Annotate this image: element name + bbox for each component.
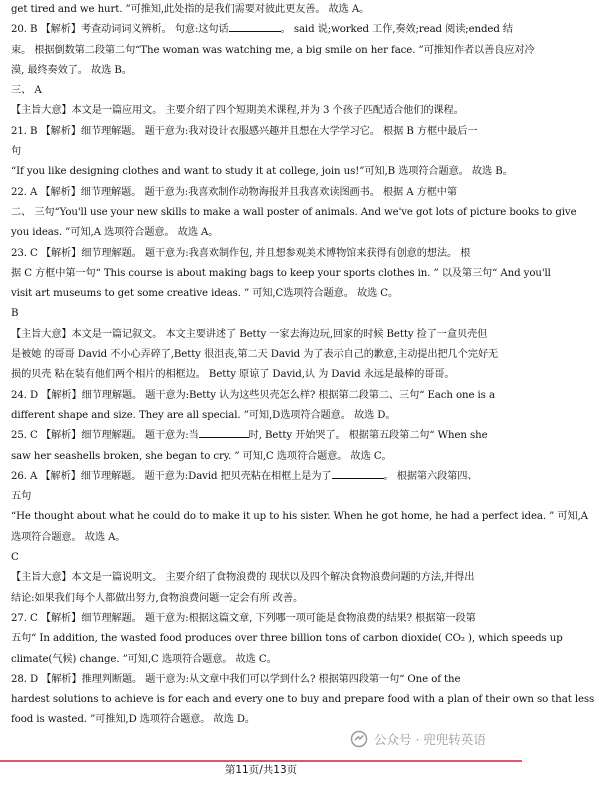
text-line <box>11 345 513 365</box>
line-text: visit art museums to get some creative ideas. ” 可知,C选项符合题意。 故选 C。 <box>11 288 399 300</box>
text-line <box>11 650 513 670</box>
section-heading <box>11 81 513 101</box>
line-text: 【主旨大意】本文是一篇应用文。 主要介绍了四个短期美术课程,并为 3 个孩子匹配适合他们的课程。 <box>11 105 464 117</box>
text-line <box>11 162 513 182</box>
line-text: 24. D 【解析】细节理解题。 题干意为:Betty 认为这些贝壳怎么样? 根据第二段第二、三句“ Each one is a <box>11 389 495 401</box>
text-line <box>11 528 513 548</box>
line-text: 22. A 【解析】细节理解题。 题干意为:我喜欢制作动物海报并且我喜欢读图画书。 根据 A 方框中第 <box>11 186 457 198</box>
text-line <box>11 223 513 243</box>
text-line <box>11 447 513 467</box>
fill-blank <box>229 20 281 32</box>
text-line <box>11 568 513 588</box>
line-text: you ideas. ”可知,A 选项符合题意。 故选 A。 <box>11 227 219 239</box>
text-line <box>11 670 513 690</box>
text-line <box>11 203 577 223</box>
text-line <box>11 487 513 507</box>
line-text: 【主旨大意】本文是一篇记叙文。 本文主要讲述了 Betty 一家去海边玩,回家的时候 Betty 捡了一盒贝壳但 <box>11 328 488 340</box>
line-text: 损的贝壳 粘在装有他们两个相片的相框边。 Betty 原谅了 David,认 为 David 永远是最棒的哥哥。 <box>11 369 455 381</box>
page-number: 第11页/共13页 <box>224 764 298 776</box>
line-text: 27. C 【解析】细节理解题。 题干意为:根据这篇文章, 下列哪一项可能是食物浪费的结果? 根据第一段第 <box>11 612 476 624</box>
text-line <box>11 244 513 264</box>
line-text: 漠, 最终奏效了。 故选 B。 <box>11 64 132 76</box>
text-line <box>11 690 594 710</box>
line-text: 结论:如果我们每个人都做出努力,食物浪费问题一定会有所 改善。 <box>11 592 304 604</box>
text-line <box>11 406 513 426</box>
line-text: 是被她 的哥哥 David 不小心弄碎了,Betty 很沮丧,第二天 David 为了表示自己的歉意,主动提出把几个完好无 <box>11 349 498 361</box>
line-text: 五句“ In addition, the wasted food produces over three billion tons of carbon dioxide( CO₂ ), which speeds up <box>11 633 563 645</box>
line-text: 束。 根据倒数第二段第二句“The woman was watching me, a big smile on her face. ”可推知作者以善良应对冷 <box>11 44 535 56</box>
line-text: 选项符合题意。 故选 A。 <box>11 531 126 543</box>
fill-blank <box>199 426 249 438</box>
text-line <box>11 609 513 629</box>
line-text: 。 said 说;worked 工作,奏效;read 阅读;ended 结 <box>280 24 514 36</box>
section-heading <box>11 304 513 324</box>
line-text: hardest solutions to achieve is for each and every one to buy and prepare food with a plan of their own so that less <box>11 694 594 706</box>
text-line <box>11 122 513 142</box>
line-text: 时, Betty 开始哭了。 根据第五段第二句“ When she <box>248 430 488 442</box>
line-text: 据 C 方框中第一句“ This course is about making bags to keep your sports clothes in. ” 以及第三句“ And you'll <box>11 267 551 279</box>
line-text: 【主旨大意】本文是一篇说明文。 主要介绍了食物浪费的 现状以及四个解决食物浪费问题的方法,并得出 <box>11 572 475 584</box>
line-text: different shape and size. They are all special. ”可知,D选项符合题意。 故选 D。 <box>11 409 396 421</box>
line-text: climate(气候) change. ”可知,C 选项符合题意。 故选 C。 <box>11 653 277 665</box>
line-text: 五句 <box>11 491 32 503</box>
text-line <box>11 41 535 61</box>
line-text: 20. B 【解析】考查动词词义辨析。 句意:这句话 <box>11 24 229 36</box>
text-line <box>11 61 513 81</box>
line-text: C <box>11 552 19 564</box>
line-text: 23. C 【解析】细节理解题。 题干意为:我喜欢制作包, 并且想参观美术博物馆来获得有创意的想法。 根 <box>11 247 471 259</box>
line-text: 21. B 【解析】细节理解题。 题干意为:我对设计衣服感兴趣并且想在大学学习它。 根据 B 方框中最后一 <box>11 125 478 137</box>
line-text: 28. D 【解析】推理判断题。 题干意为:从文章中我们可以学到什么? 根据第四段第一句“ One of the <box>11 673 461 685</box>
text-line <box>11 507 588 527</box>
line-text: 25. C 【解析】细节理解题。 题干意为:当 <box>11 430 199 442</box>
text-line <box>11 629 563 649</box>
wechat-official-account-icon <box>350 730 368 748</box>
text-line <box>11 467 513 487</box>
text-line <box>11 386 513 406</box>
line-text: 。 根据第六段第四、 <box>383 470 478 482</box>
text-line <box>11 325 513 345</box>
text-line <box>11 426 513 446</box>
text-line <box>11 0 513 20</box>
line-text: “If you like designing clothes and want to study it at college, join us!”可知,B 选项符合题意。 故选 B。 <box>11 166 513 178</box>
watermark <box>350 728 486 750</box>
line-text: 三、 A <box>11 85 42 97</box>
answer-explanations <box>11 0 594 731</box>
text-line <box>11 101 513 121</box>
fill-blank <box>332 467 384 479</box>
line-text: 26. A 【解析】细节理解题。 题干意为:David 把贝壳粘在相框上是为了 <box>11 470 332 482</box>
line-text: food is wasted. ”可推知,D 选项符合题意。 故选 D。 <box>11 714 255 726</box>
text-line <box>11 589 513 609</box>
line-text: 句 <box>11 146 22 158</box>
line-text: 二、 三句“You'll use your new skills to make a wall poster of animals. And we've got lots of picture books to give <box>11 206 577 218</box>
text-line <box>11 284 513 304</box>
text-line <box>11 183 513 203</box>
section-heading <box>11 548 513 568</box>
line-text: get tired and we hurt. ”可推知,此处指的是我们需要对彼此更友善。 故选 A。 <box>11 4 370 15</box>
text-line <box>11 142 513 162</box>
line-text: B <box>11 308 19 320</box>
line-text: “He thought about what he could do to make it up to his sister. When he got home, he had a perfect idea. ” 可知,A <box>11 511 588 523</box>
line-text: saw her seashells broken, she began to cry. ” 可知,C 选项符合题意。 故选 C。 <box>11 450 392 462</box>
watermark-text: 公众号 · 兜兜转英语 <box>374 732 486 747</box>
text-line <box>11 20 513 40</box>
text-line <box>11 365 513 385</box>
text-line <box>11 264 551 284</box>
